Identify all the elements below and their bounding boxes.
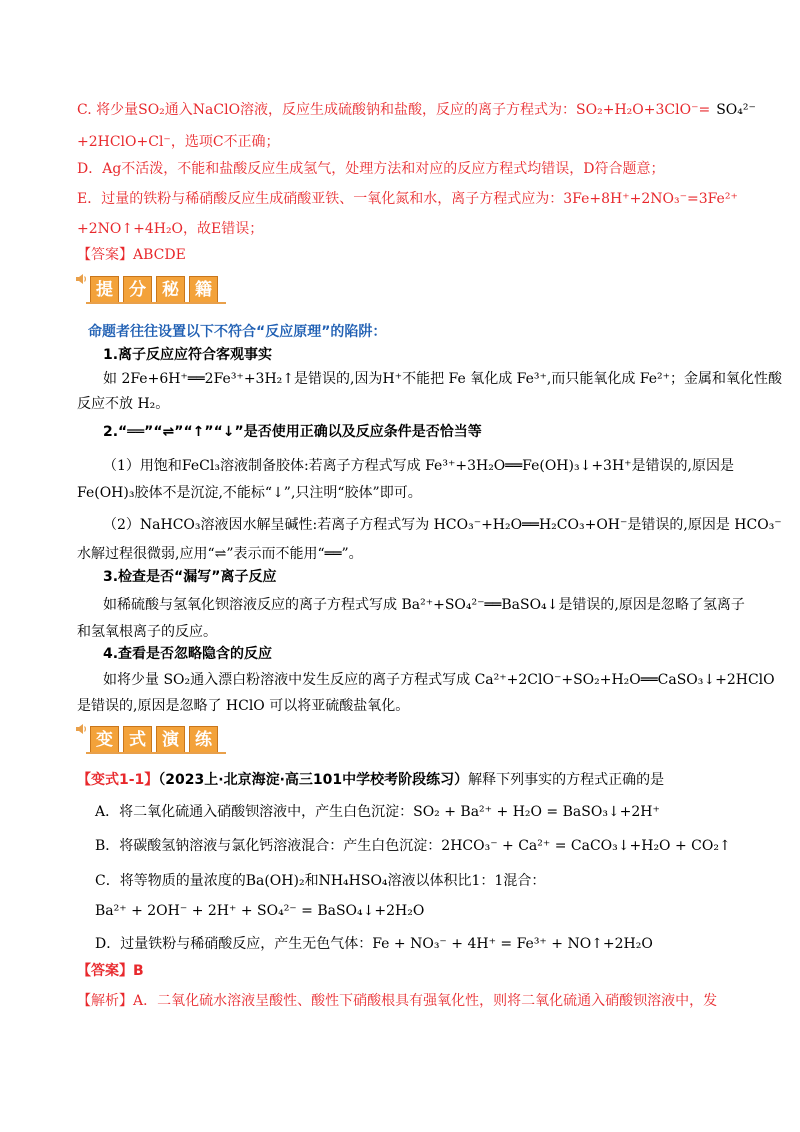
option-a: A．将二氧化硫通入硝酸钡溶液中，产生白色沉淀：SO₂ + Ba²⁺ + H₂O = BaSO₃↓+2H⁺ [95, 804, 660, 820]
rule-3-text-a: 如稀硫酸与氢氧化钡溶液反应的离子方程式写成 Ba²⁺+SO₄²⁻══BaSO₄↓是错误的,原因是忽略了氢离子 [103, 597, 745, 613]
speaker-icon [74, 272, 88, 286]
option-d-line: D．Ag不活泼，不能和盐酸反应生成氢气，处理方法和对应的反应方程式均错误，D符合题意； [77, 161, 665, 177]
rule-heading-4: 4.查看是否忽略隐含的反应 [103, 646, 273, 662]
section-intro: 命题者往往设置以下不符合“反应原理”的陷阱： [88, 324, 387, 340]
header-char: 式 [123, 726, 152, 754]
question-source: （2023上·北京海淀·高三101中学校考阶段练习） [158, 772, 469, 788]
question-text: 解释下列事实的方程式正确的是 [468, 772, 665, 788]
sulfate-ion: SO₄²⁻ [716, 102, 756, 118]
rule-heading-3: 3.检查是否“漏写”离子反应 [103, 569, 277, 585]
header-underline [86, 752, 226, 754]
rule-1-text-a: 如 2Fe+6H⁺══2Fe³⁺+3H₂↑是错误的,因为H⁺不能把 Fe 氧化成 Fe³⁺,而只能氧化成 Fe²⁺；金属和氧化性酸 [103, 371, 783, 387]
header-char: 演 [156, 726, 185, 754]
rule-2-item-2a: （2）NaHCO₃溶液因水解呈碱性:若离子方程式写为 HCO₃⁻+H₂O══H₂CO₃+OH⁻是错误的,原因是 HCO₃⁻ [103, 517, 782, 533]
option-b: B．将碳酸氢钠溶液与氯化钙溶液混合：产生白色沉淀：2HCO₃⁻ + Ca²⁺ = CaCO₃↓+H₂O + CO₂↑ [95, 838, 731, 854]
header-char: 练 [189, 726, 218, 754]
rule-3-text-b: 和氢氧根离子的反应。 [77, 624, 217, 640]
rule-2-item-1a: （1）用饱和FeCl₃溶液制备胶体:若离子方程式写成 Fe³⁺+3H₂O══Fe(OH)₃↓+3H⁺是错误的,原因是 [103, 458, 735, 474]
rule-4-text-a: 如将少量 SO₂通入漂白粉溶液中发生反应的离子方程式写成 Ca²⁺+2ClO⁻+SO₂+H₂O══CaSO₃↓+2HClO [103, 672, 775, 688]
speaker-icon [74, 722, 88, 736]
option-e-line-2: +2NO↑+4H₂O，故E错误； [77, 221, 264, 237]
rule-2-item-1b: Fe(OH)₃胶体不是沉淀,不能标“↓”,只注明“胶体”即可。 [77, 485, 422, 501]
analysis-line: 【解析】A．二氧化硫水溶液呈酸性、酸性下硝酸根具有强氧化性，则将二氧化硫通入硝酸钡溶液中，发 [77, 993, 718, 1009]
option-d: D．过量铁粉与稀硝酸反应，产生无色气体：Fe + NO₃⁻ + 4H⁺ = Fe³⁺ + NO↑+2H₂O [95, 936, 653, 952]
answer-line-2: 【答案】B [77, 963, 144, 979]
header-char: 籍 [189, 276, 218, 304]
option-c-line-1: C. 将少量SO₂通入NaClO溶液，反应生成硫酸钠和盐酸，反应的离子方程式为：SO₂+H₂O+3ClO⁻= SO₄²⁻ [77, 102, 756, 118]
rule-heading-1: 1.离子反应应符合客观事实 [103, 347, 273, 363]
rule-4-text-b: 是错误的,原因是忽略了 HClO 可以将亚硫酸盐氧化。 [77, 698, 410, 714]
option-c-line-2: +2HClO+Cl⁻，选项C不正确； [77, 134, 280, 150]
rule-2-item-2b: 水解过程很微弱,应用“⇌”表示而不能用“══”。 [77, 546, 363, 562]
rule-heading-2: 2.“══”“⇌”“↑”“↓”是否使用正确以及反应条件是否恰当等 [103, 424, 482, 440]
section-header-tifen-miji [74, 270, 234, 306]
option-e-line-1: E．过量的铁粉与稀硝酸反应生成硝酸亚铁、一氧化氮和水，离子方程式应为：3Fe+8H⁺+2NO₃⁻=3Fe²⁺ [77, 191, 738, 207]
option-c-2: Ba²⁺ + 2OH⁻ + 2H⁺ + SO₄²⁻ = BaSO₄↓+2H₂O [95, 903, 425, 919]
header-char: 秘 [156, 276, 185, 304]
header-char: 变 [90, 726, 119, 754]
rule-1-text-b: 反应不放 H₂。 [77, 396, 170, 412]
answer-line-1: 【答案】ABCDE [77, 247, 186, 263]
option-c-1: C．将等物质的量浓度的Ba(OH)₂和NH₄HSO₄溶液以体积比1：1混合： [95, 873, 546, 889]
header-char: 分 [123, 276, 152, 304]
header-underline [86, 302, 226, 304]
question-header [77, 771, 664, 789]
header-char: 提 [90, 276, 119, 304]
question-tag: 【变式1-1】 [77, 772, 159, 788]
section-header-bianshi-yanlian [74, 720, 234, 756]
